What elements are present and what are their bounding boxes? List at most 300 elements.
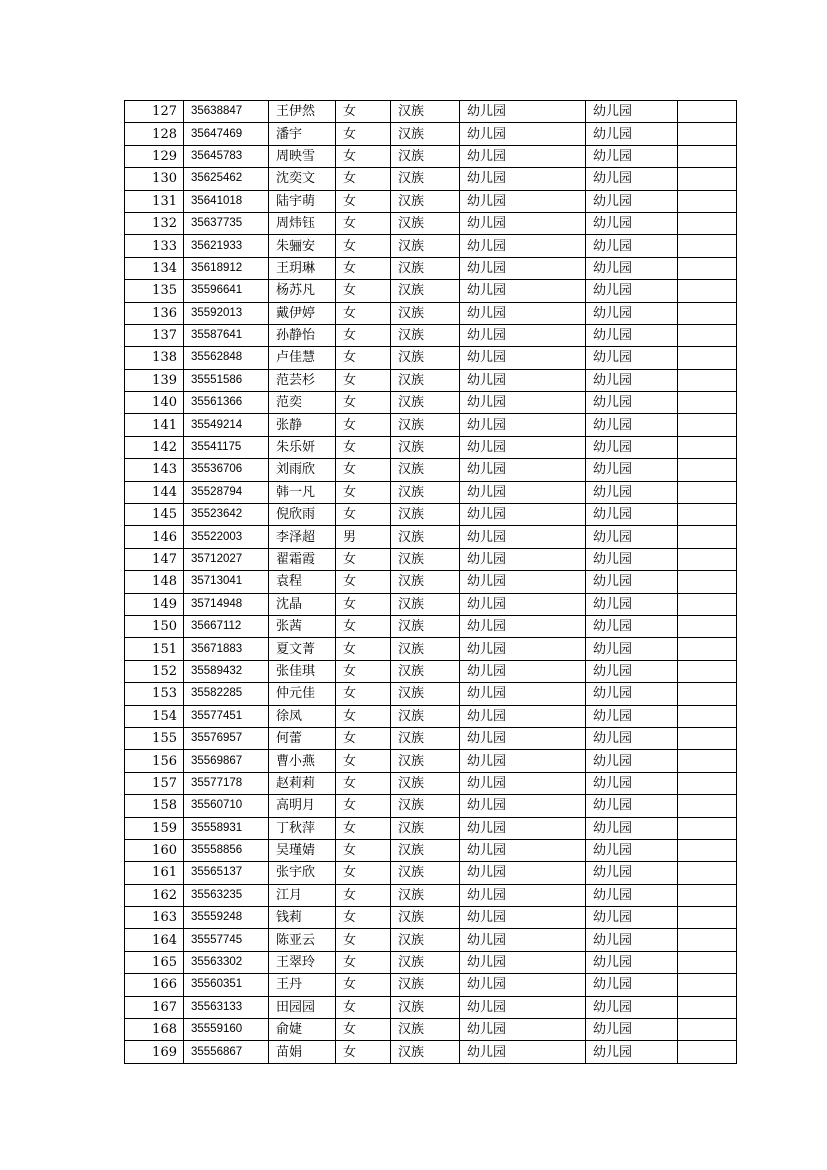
row-number-cell: 158 [125,795,184,817]
row-number-cell: 167 [125,996,184,1018]
table-row [125,190,737,212]
name-cell: 范芸杉 [269,369,336,391]
remark-cell [678,884,737,906]
gender-cell: 女 [336,593,391,615]
school-level-cell: 幼儿园 [460,123,586,145]
student-id-cell: 35561366 [184,392,269,414]
gender-cell: 女 [336,324,391,346]
row-number-cell: 140 [125,392,184,414]
school-level-cell-2: 幼儿园 [586,392,678,414]
remark-cell [678,168,737,190]
ethnicity-cell: 汉族 [391,123,460,145]
table-row [125,817,737,839]
table-row [125,795,737,817]
student-id-cell: 35637735 [184,212,269,234]
remark-cell [678,638,737,660]
name-cell: 苗娟 [269,1041,336,1063]
remark-cell [678,145,737,167]
school-level-cell: 幼儿园 [460,459,586,481]
school-level-cell-2: 幼儿园 [586,123,678,145]
row-number-cell: 129 [125,145,184,167]
gender-cell: 女 [336,369,391,391]
row-number-cell: 151 [125,638,184,660]
student-id-cell: 35592013 [184,302,269,324]
remark-cell [678,101,737,123]
name-cell: 高明月 [269,795,336,817]
school-level-cell-2: 幼儿园 [586,839,678,861]
table-row [125,414,737,436]
school-level-cell-2: 幼儿园 [586,324,678,346]
ethnicity-cell: 汉族 [391,929,460,951]
gender-cell: 女 [336,705,391,727]
ethnicity-cell: 汉族 [391,795,460,817]
row-number-cell: 160 [125,839,184,861]
table-row [125,548,737,570]
gender-cell: 女 [336,884,391,906]
table-row [125,683,737,705]
student-id-cell: 35563235 [184,884,269,906]
ethnicity-cell: 汉族 [391,392,460,414]
remark-cell [678,660,737,682]
row-number-cell: 128 [125,123,184,145]
student-id-cell: 35536706 [184,459,269,481]
gender-cell: 男 [336,526,391,548]
row-number-cell: 145 [125,504,184,526]
table-row [125,436,737,458]
table-row [125,593,737,615]
school-level-cell: 幼儿园 [460,974,586,996]
remark-cell [678,212,737,234]
remark-cell [678,235,737,257]
remark-cell [678,839,737,861]
table-row [125,123,737,145]
remark-cell [678,750,737,772]
remark-cell [678,280,737,302]
student-id-cell: 35569867 [184,750,269,772]
student-id-cell: 35621933 [184,235,269,257]
remark-cell [678,459,737,481]
remark-cell [678,504,737,526]
school-level-cell-2: 幼儿园 [586,436,678,458]
name-cell: 张佳琪 [269,660,336,682]
remark-cell [678,974,737,996]
table-row [125,257,737,279]
name-cell: 吴瑾婧 [269,839,336,861]
student-id-cell: 35577178 [184,772,269,794]
school-level-cell: 幼儿园 [460,884,586,906]
school-level-cell: 幼儿园 [460,436,586,458]
row-number-cell: 159 [125,817,184,839]
name-cell: 潘宇 [269,123,336,145]
table-row [125,145,737,167]
ethnicity-cell: 汉族 [391,459,460,481]
row-number-cell: 139 [125,369,184,391]
row-number-cell: 155 [125,727,184,749]
ethnicity-cell: 汉族 [391,168,460,190]
remark-cell [678,257,737,279]
remark-cell [678,683,737,705]
gender-cell: 女 [336,168,391,190]
table-row [125,884,737,906]
table-row [125,772,737,794]
remark-cell [678,907,737,929]
student-id-cell: 35565137 [184,862,269,884]
row-number-cell: 156 [125,750,184,772]
ethnicity-cell: 汉族 [391,727,460,749]
school-level-cell: 幼儿园 [460,929,586,951]
ethnicity-cell: 汉族 [391,414,460,436]
ethnicity-cell: 汉族 [391,683,460,705]
school-level-cell-2: 幼儿园 [586,504,678,526]
gender-cell: 女 [336,750,391,772]
row-number-cell: 165 [125,951,184,973]
name-cell: 李泽超 [269,526,336,548]
name-cell: 韩一凡 [269,481,336,503]
ethnicity-cell: 汉族 [391,839,460,861]
student-id-cell: 35557745 [184,929,269,951]
student-id-cell: 35559160 [184,1019,269,1041]
gender-cell: 女 [336,235,391,257]
name-cell: 陈亚云 [269,929,336,951]
row-number-cell: 136 [125,302,184,324]
row-number-cell: 164 [125,929,184,951]
school-level-cell-2: 幼儿园 [586,414,678,436]
name-cell: 江月 [269,884,336,906]
table-row [125,660,737,682]
school-level-cell-2: 幼儿园 [586,705,678,727]
name-cell: 翟霜霞 [269,548,336,570]
remark-cell [678,190,737,212]
ethnicity-cell: 汉族 [391,884,460,906]
gender-cell: 女 [336,212,391,234]
name-cell: 杨苏凡 [269,280,336,302]
ethnicity-cell: 汉族 [391,996,460,1018]
school-level-cell-2: 幼儿园 [586,459,678,481]
school-level-cell-2: 幼儿园 [586,974,678,996]
gender-cell: 女 [336,302,391,324]
row-number-cell: 154 [125,705,184,727]
remark-cell [678,347,737,369]
school-level-cell-2: 幼儿园 [586,212,678,234]
ethnicity-cell: 汉族 [391,1019,460,1041]
gender-cell: 女 [336,392,391,414]
row-number-cell: 135 [125,280,184,302]
remark-cell [678,795,737,817]
row-number-cell: 134 [125,257,184,279]
remark-cell [678,414,737,436]
row-number-cell: 163 [125,907,184,929]
ethnicity-cell: 汉族 [391,974,460,996]
table-row [125,526,737,548]
school-level-cell: 幼儿园 [460,750,586,772]
ethnicity-cell: 汉族 [391,862,460,884]
student-id-cell: 35618912 [184,257,269,279]
table-row [125,1041,737,1063]
remark-cell [678,951,737,973]
school-level-cell: 幼儿园 [460,302,586,324]
school-level-cell: 幼儿园 [460,772,586,794]
ethnicity-cell: 汉族 [391,951,460,973]
gender-cell: 女 [336,772,391,794]
name-cell: 丁秋萍 [269,817,336,839]
remark-cell [678,727,737,749]
name-cell: 袁程 [269,571,336,593]
gender-cell: 女 [336,347,391,369]
table-row [125,369,737,391]
gender-cell: 女 [336,660,391,682]
school-level-cell: 幼儿园 [460,727,586,749]
row-number-cell: 169 [125,1041,184,1063]
school-level-cell-2: 幼儿园 [586,884,678,906]
remark-cell [678,1019,737,1041]
student-id-cell: 35559248 [184,907,269,929]
student-id-cell: 35558856 [184,839,269,861]
name-cell: 夏文菁 [269,638,336,660]
row-number-cell: 138 [125,347,184,369]
school-level-cell: 幼儿园 [460,1019,586,1041]
school-level-cell-2: 幼儿园 [586,145,678,167]
school-level-cell: 幼儿园 [460,951,586,973]
row-number-cell: 137 [125,324,184,346]
school-level-cell: 幼儿园 [460,571,586,593]
student-id-cell: 35563302 [184,951,269,973]
roster-table [124,100,737,1064]
gender-cell: 女 [336,190,391,212]
table-row [125,615,737,637]
name-cell: 王伊然 [269,101,336,123]
table-row [125,504,737,526]
gender-cell: 女 [336,817,391,839]
ethnicity-cell: 汉族 [391,593,460,615]
ethnicity-cell: 汉族 [391,705,460,727]
student-id-cell: 35647469 [184,123,269,145]
student-id-cell: 35563133 [184,996,269,1018]
gender-cell: 女 [336,862,391,884]
gender-cell: 女 [336,504,391,526]
gender-cell: 女 [336,683,391,705]
school-level-cell-2: 幼儿园 [586,683,678,705]
table-row [125,212,737,234]
table-row [125,929,737,951]
table-row [125,168,737,190]
name-cell: 卢佳慧 [269,347,336,369]
school-level-cell: 幼儿园 [460,705,586,727]
student-id-cell: 35562848 [184,347,269,369]
student-id-cell: 35523642 [184,504,269,526]
remark-cell [678,324,737,346]
school-level-cell-2: 幼儿园 [586,190,678,212]
school-level-cell: 幼儿园 [460,324,586,346]
school-level-cell: 幼儿园 [460,235,586,257]
school-level-cell: 幼儿园 [460,593,586,615]
remark-cell [678,705,737,727]
ethnicity-cell: 汉族 [391,190,460,212]
ethnicity-cell: 汉族 [391,280,460,302]
row-number-cell: 149 [125,593,184,615]
school-level-cell: 幼儿园 [460,168,586,190]
row-number-cell: 133 [125,235,184,257]
student-id-cell: 35558931 [184,817,269,839]
student-id-cell: 35645783 [184,145,269,167]
remark-cell [678,929,737,951]
gender-cell: 女 [336,839,391,861]
gender-cell: 女 [336,481,391,503]
school-level-cell: 幼儿园 [460,839,586,861]
remark-cell [678,772,737,794]
school-level-cell: 幼儿园 [460,190,586,212]
roster-table-body [125,101,737,1064]
school-level-cell: 幼儿园 [460,683,586,705]
name-cell: 张静 [269,414,336,436]
school-level-cell-2: 幼儿园 [586,817,678,839]
name-cell: 王丹 [269,974,336,996]
remark-cell [678,481,737,503]
ethnicity-cell: 汉族 [391,145,460,167]
school-level-cell: 幼儿园 [460,1041,586,1063]
gender-cell: 女 [336,996,391,1018]
row-number-cell: 152 [125,660,184,682]
school-level-cell: 幼儿园 [460,145,586,167]
table-row [125,996,737,1018]
row-number-cell: 127 [125,101,184,123]
school-level-cell-2: 幼儿园 [586,302,678,324]
school-level-cell-2: 幼儿园 [586,369,678,391]
student-id-cell: 35667112 [184,615,269,637]
table-row [125,727,737,749]
table-row [125,459,737,481]
school-level-cell: 幼儿园 [460,526,586,548]
ethnicity-cell: 汉族 [391,660,460,682]
student-id-cell: 35671883 [184,638,269,660]
ethnicity-cell: 汉族 [391,369,460,391]
student-id-cell: 35528794 [184,481,269,503]
student-id-cell: 35577451 [184,705,269,727]
name-cell: 朱乐妍 [269,436,336,458]
ethnicity-cell: 汉族 [391,504,460,526]
school-level-cell: 幼儿园 [460,481,586,503]
name-cell: 仲元佳 [269,683,336,705]
ethnicity-cell: 汉族 [391,817,460,839]
remark-cell [678,862,737,884]
remark-cell [678,526,737,548]
school-level-cell: 幼儿园 [460,392,586,414]
gender-cell: 女 [336,145,391,167]
school-level-cell-2: 幼儿园 [586,727,678,749]
row-number-cell: 147 [125,548,184,570]
row-number-cell: 162 [125,884,184,906]
name-cell: 沈晶 [269,593,336,615]
table-row [125,974,737,996]
student-id-cell: 35560710 [184,795,269,817]
name-cell: 王翠玲 [269,951,336,973]
table-row [125,392,737,414]
row-number-cell: 131 [125,190,184,212]
school-level-cell-2: 幼儿园 [586,1041,678,1063]
student-id-cell: 35641018 [184,190,269,212]
school-level-cell: 幼儿园 [460,347,586,369]
student-id-cell: 35587641 [184,324,269,346]
table-row [125,750,737,772]
student-id-cell: 35582285 [184,683,269,705]
ethnicity-cell: 汉族 [391,772,460,794]
name-cell: 周炜钰 [269,212,336,234]
table-row [125,1019,737,1041]
gender-cell: 女 [336,929,391,951]
school-level-cell-2: 幼儿园 [586,526,678,548]
school-level-cell-2: 幼儿园 [586,257,678,279]
school-level-cell: 幼儿园 [460,414,586,436]
gender-cell: 女 [336,257,391,279]
gender-cell: 女 [336,414,391,436]
row-number-cell: 161 [125,862,184,884]
school-level-cell: 幼儿园 [460,615,586,637]
school-level-cell-2: 幼儿园 [586,951,678,973]
gender-cell: 女 [336,436,391,458]
student-id-cell: 35551586 [184,369,269,391]
ethnicity-cell: 汉族 [391,548,460,570]
school-level-cell: 幼儿园 [460,660,586,682]
school-level-cell-2: 幼儿园 [586,280,678,302]
student-id-cell: 35576957 [184,727,269,749]
name-cell: 刘雨欣 [269,459,336,481]
school-level-cell: 幼儿园 [460,257,586,279]
table-row [125,280,737,302]
gender-cell: 女 [336,951,391,973]
row-number-cell: 141 [125,414,184,436]
school-level-cell: 幼儿园 [460,862,586,884]
school-level-cell-2: 幼儿园 [586,1019,678,1041]
gender-cell: 女 [336,280,391,302]
school-level-cell-2: 幼儿园 [586,101,678,123]
name-cell: 徐凤 [269,705,336,727]
school-level-cell: 幼儿园 [460,548,586,570]
name-cell: 戴伊婷 [269,302,336,324]
school-level-cell: 幼儿园 [460,638,586,660]
table-row [125,481,737,503]
school-level-cell-2: 幼儿园 [586,615,678,637]
remark-cell [678,817,737,839]
gender-cell: 女 [336,1041,391,1063]
student-id-cell: 35596641 [184,280,269,302]
table-row [125,302,737,324]
name-cell: 曹小燕 [269,750,336,772]
name-cell: 王玥琳 [269,257,336,279]
ethnicity-cell: 汉族 [391,436,460,458]
school-level-cell-2: 幼儿园 [586,795,678,817]
table-row [125,862,737,884]
name-cell: 陆宇萌 [269,190,336,212]
ethnicity-cell: 汉族 [391,235,460,257]
school-level-cell: 幼儿园 [460,369,586,391]
student-id-cell: 35712027 [184,548,269,570]
remark-cell [678,123,737,145]
school-level-cell-2: 幼儿园 [586,929,678,951]
remark-cell [678,302,737,324]
table-row [125,571,737,593]
remark-cell [678,1041,737,1063]
table-row [125,324,737,346]
table-row [125,705,737,727]
gender-cell: 女 [336,459,391,481]
school-level-cell-2: 幼儿园 [586,548,678,570]
gender-cell: 女 [336,615,391,637]
name-cell: 俞婕 [269,1019,336,1041]
school-level-cell: 幼儿园 [460,280,586,302]
table-row [125,347,737,369]
row-number-cell: 144 [125,481,184,503]
school-level-cell: 幼儿园 [460,101,586,123]
gender-cell: 女 [336,795,391,817]
